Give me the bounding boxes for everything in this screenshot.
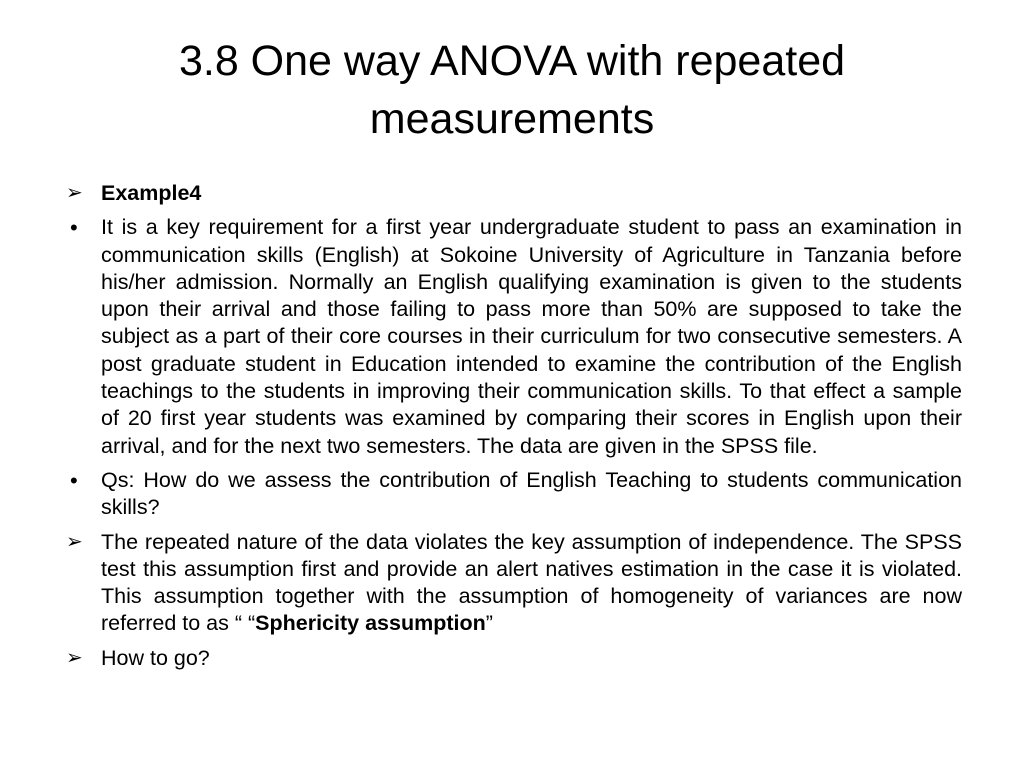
arrow-bullet-icon: ➢ (66, 646, 83, 669)
list-item-example (64, 180, 962, 207)
assumption-text: The repeated nature of the data violates the key assumption of independence. The SPSS test this assumption first and provide an alert natives estimation in the case it is violated. This assumption together with the assumption of homogeneity of variances are now referred to as “ “ (101, 529, 962, 636)
list-item-description (64, 214, 962, 460)
list-item-how-to-go (64, 645, 962, 672)
slide-title: 3.8 One way ANOVA with repeated measurements (178, 37, 846, 143)
assumption-closing-quote: ” (485, 611, 493, 636)
dot-bullet-icon: • (70, 215, 78, 241)
example-heading: Example4 (101, 181, 202, 205)
dot-bullet-icon: • (70, 467, 78, 493)
arrow-bullet-icon: ➢ (66, 182, 83, 204)
question-text: Qs: How do we assess the contribution of English Teaching to students communication skills? (101, 467, 962, 520)
slide-body-list (64, 180, 962, 679)
list-item-question (64, 467, 962, 522)
sphericity-term: Sphericity assumption (255, 611, 486, 636)
list-item-assumption (64, 529, 962, 638)
arrow-bullet-icon: ➢ (66, 530, 83, 553)
description-text: It is a key requirement for a first year undergraduate student to pass an examination in communication skills (English) at Sokoine University of Agriculture in Tanzania before his/her admission. Normally an English qualifying examination is given to the students upon their arrival and those failing to pass more than 50% are supposed to take the subject as a part of their core courses in their curriculum for two consecutive semesters. A post graduate student in Education intended to examine the contribution of the English teachings to the students in improving their communication skills. To that effect a sample of 20 first year students was examined by comparing their scores in English upon their arrival, and for the next two semesters. The data are given in the SPSS file. (101, 215, 962, 458)
how-to-go-text: How to go? (101, 645, 210, 670)
